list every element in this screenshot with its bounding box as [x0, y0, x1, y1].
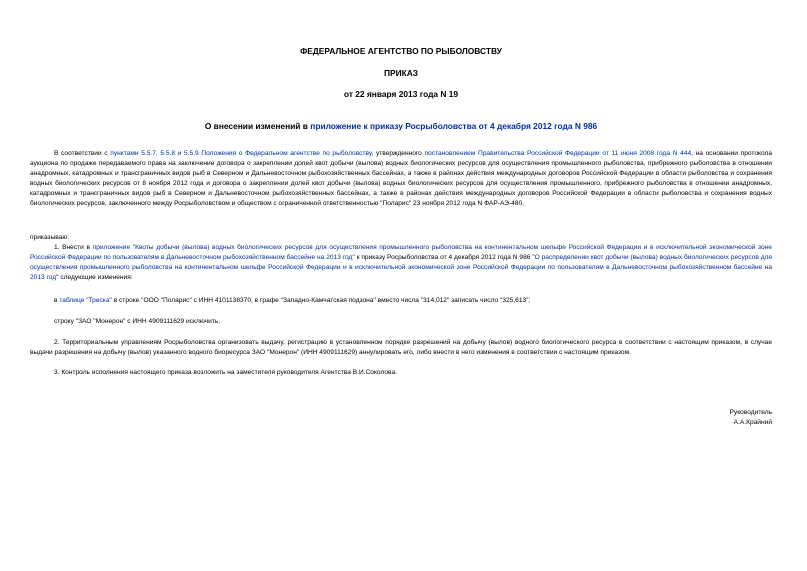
- preamble-text-2: , утвержденного: [371, 150, 425, 157]
- change-1-text-1: в: [54, 297, 60, 304]
- signature-block: [572, 408, 772, 428]
- agency-heading: ФЕДЕРАЛЬНОЕ АГЕНТСТВО ПО РЫБОЛОВСТВУ: [300, 46, 502, 56]
- preamble-text-3: , на основании протокола аукциона по продаже передаваемого права на заключение договора о закреплении долей квот добычи (вылова) водных биологических ресурсов для осуществления промышленного рыболовства, прибрежного рыболовства в отношении анадромных, катадромных и трансграничных видов рыб в Северном и Дальневосточном рыбохозяйственных бассейнах, а также в районах действия международных договоров Российской Федерации в области рыболовства и сохранения водных биологических ресурсов от 8 ноября 2012 года и договора о закреплении долей квот добычи (вылова) водных биологических ресурсов для осуществления промышленного, прибрежного рыболовства в отношении анадромных, катадромных и трансграничных видов рыб в Северном и Дальневосточном рыбохозяйственных бассейнах, а также в районах действия международных договоров Российской Федерации в области рыболовства и сохранения водных биологических ресурсов, заключенного между Росрыболовством и обществом с ограниченной ответственностью "Поларис" 23 ноября 2012 года N ФАР-АЭ-480,: [30, 150, 773, 208]
- government-decree-link[interactable]: постановлением Правительства Российской Федерации от 11 июня 2008 года N 444: [424, 150, 692, 157]
- change-2-paragraph: строку "ЗАО "Монерон" с ИНН 4909111629 исключить.: [54, 318, 221, 325]
- quota-appendix-link[interactable]: приложение "Квоты добычи (вылова) водных биологических ресурсов для осуществления промышленного рыболовства на континентальном шельфе Российской Федерации и в исключительной экономической зоне Российской Федерации по пользователям в Дальневосточном рыбохозяйственном бассейне на 2013 год": [30, 244, 772, 262]
- regulation-clauses-link[interactable]: пунктами 5.5.7, 5.5.8 и 5.5.9 Положения о Федеральном агентстве по рыболовству: [110, 150, 372, 157]
- document-type-heading: ПРИКАЗ: [383, 68, 419, 78]
- item-3-paragraph: 3. Контроль исполнения настоящего приказа возложить на заместителя руководителя Агентства В.И.Соколова.: [54, 369, 397, 376]
- preamble-text-1: В соответствии с: [54, 150, 111, 157]
- subject-link[interactable]: приложение к приказу Росрыболовства от 4 декабря 2012 года N 986: [310, 121, 598, 131]
- item-1-text-2: к приказу Росрыболовства от 4 декабря 2012 года N 986 ": [354, 254, 535, 262]
- signatory-title: Руководитель: [729, 409, 772, 416]
- preamble-paragraph: [30, 149, 772, 210]
- order-word: приказываю:: [30, 234, 70, 241]
- quota-distribution-order-link[interactable]: О распределении квот добычи (вылова) водных биологических ресурсов для осуществления промышленного рыболовства на континентальном шельфе Российской Федерации и в исключительной экономической зоне Российской Федерации по пользователям в Дальневосточном рыбохозяйственном бассейне на 2013 год: [30, 254, 772, 282]
- item-1-text-3: " следующие изменения:: [56, 274, 133, 282]
- item-2-paragraph: 2. Территориальным управлениям Росрыболовства организовать выдачу, регистрацию в установленном порядке разрешений на добычу (вылов) водного биологического ресурса в соответствии с настоящим приказом, в случае выдачи разрешения на добычу (вылов) указанного водного биоресурса ЗАО "Монерон" (ИНН 4909111629) аннулировать его, либо внести в него изменения в соответствии с настоящим приказом.: [30, 339, 772, 357]
- document-date-heading: от 22 января 2013 года N 19: [343, 89, 459, 99]
- change-1-text-2: в строке "ООО "Поларис" с ИНН 4101138370, в графе "Западно-Камчатская подзона" вместо числа "314,012" записать число "325,613";: [111, 297, 531, 304]
- change-1-paragraph: [30, 296, 772, 306]
- cod-table-link[interactable]: таблице "Треска": [59, 297, 112, 304]
- subject-prefix: О внесении изменений в: [204, 121, 311, 131]
- signatory-name: А.А.Крайний: [733, 419, 772, 427]
- document-subject-heading: [30, 121, 772, 131]
- item-1-text-1: 1. Внести в: [54, 244, 93, 251]
- item-1-paragraph: [30, 243, 772, 283]
